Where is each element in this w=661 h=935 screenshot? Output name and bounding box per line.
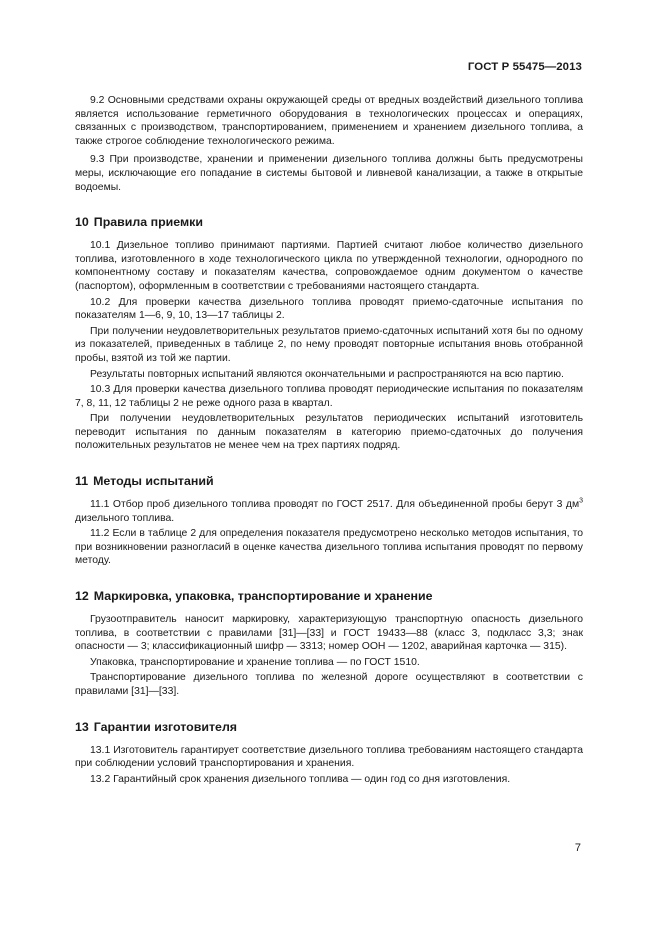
superscript: 3 <box>579 497 583 505</box>
section-13-heading <box>75 720 583 735</box>
section-number: 11 <box>75 474 89 489</box>
section-number: 13 <box>75 719 89 734</box>
section-number: 12 <box>75 589 89 604</box>
section-12-heading <box>75 589 583 604</box>
section-title: Гарантии изготовителя <box>93 719 238 734</box>
text-run: 11.1 Отбор проб дизельного топлива проводят по ГОСТ 2517. Для объединенной пробы берут 3 дм <box>90 499 580 511</box>
paragraph-10-2-results: Результаты повторных испытаний являются окончательными и распространяются на всю партию. <box>90 368 564 380</box>
paragraph-10-3: 10.3 Для проверки качества дизельного топлива проводят периодические испытания по показателям 7, 8, 11, 12 таблицы 2 не реже одного раза в квартал. <box>75 384 583 409</box>
standard-header: ГОСТ Р 55475—2013 <box>467 61 582 73</box>
paragraph-10-2: 10.2 Для проверки качества дизельного топлива проводят приемо-сдаточные испытания по показателям 1—6, 9, 10, 13—17 таблицы 2. <box>75 296 583 322</box>
paragraph-12-packaging: Упаковка, транспортирование и хранение топлива — по ГОСТ 1510. <box>90 656 420 668</box>
paragraph-12-marking: Грузоотправитель наносит маркировку, характеризующую транспортную опасность дизельного топлива, в соответствии с правилами [31]—[33] и ГОСТ 19433—88 (класс 3, подкласс 3,3; знак опасности — 3; классификационный шифр — 3313; номер ООН — 1202, аварийная карточка — 315). <box>75 614 583 653</box>
paragraph-11-2: 11.2 Если в таблице 2 для определения показателя предусмотрено несколько методов испытания, то при возникновении разногласий в оценке качества дизельного топлива испытания проводят по первому методу. <box>75 528 583 567</box>
paragraph-10-1: 10.1 Дизельное топливо принимают партиями. Партией считают любое количество дизельного топлива, изготовленного в ходе технологического цикла по утвержденной технологии, однородного по компонентному составу и показателям качества, сопровождаемое одним документом о качестве (паспортом), оформленным в соответствии с требованиями настоящего стандарта. <box>75 240 583 292</box>
section-title: Маркировка, упаковка, транспортирование и хранение <box>93 589 433 604</box>
page-content <box>75 94 583 788</box>
paragraph-13-2: 13.2 Гарантийный срок хранения дизельного топлива — один год со дня изготовления. <box>90 773 511 785</box>
paragraph-10-2-retest: При получении неудовлетворительных результатов приемо-сдаточных испытаний хотя бы по одному из показателей, приведенных в таблице 2, по нему проводят повторные испытания вновь отобранной пробы, взятой из той же партии. <box>75 325 583 364</box>
paragraph-12-railway: Транспортирование дизельного топлива по железной дороге осуществляют в соответствии с правилами [31]—[33]. <box>75 672 583 697</box>
page-number: 7 <box>574 842 581 854</box>
section-11-heading <box>75 474 583 489</box>
text-run: дизельного топлива. <box>75 512 175 524</box>
paragraph-13-1: 13.1 Изготовитель гарантирует соответствие дизельного топлива требованиям настоящего стандарта при соблюдении условий транспортирования и хранения. <box>75 744 583 770</box>
paragraph-10-3-fail: При получении неудовлетворительных результатов периодических испытаний изготовитель переводит испытания по данным показателям в категорию приемо-сдаточных до получения положительных результатов не менее чем на трех партиях подряд. <box>75 413 583 452</box>
paragraph-11-1 <box>75 498 583 525</box>
paragraph-9-3: 9.3 При производстве, хранении и применении дизельного топлива должны быть предусмотрены меры, исключающие его попадание в системы бытовой и ливневой канализации, а также в открытые водоемы. <box>75 154 583 193</box>
paragraph-9-2: 9.2 Основными средствами охраны окружающей среды от вредных воздействий дизельного топлива является использование герметичного оборудования в технологических процессах и операциях, связанных с производством, транспортированием, применением и хранением дизельного топлива, а также строгое соблюдение технологического режима. <box>75 95 583 147</box>
section-10-heading <box>75 215 583 230</box>
section-number: 10 <box>75 215 89 230</box>
section-title: Методы испытаний <box>93 474 214 489</box>
section-title: Правила приемки <box>93 215 203 230</box>
